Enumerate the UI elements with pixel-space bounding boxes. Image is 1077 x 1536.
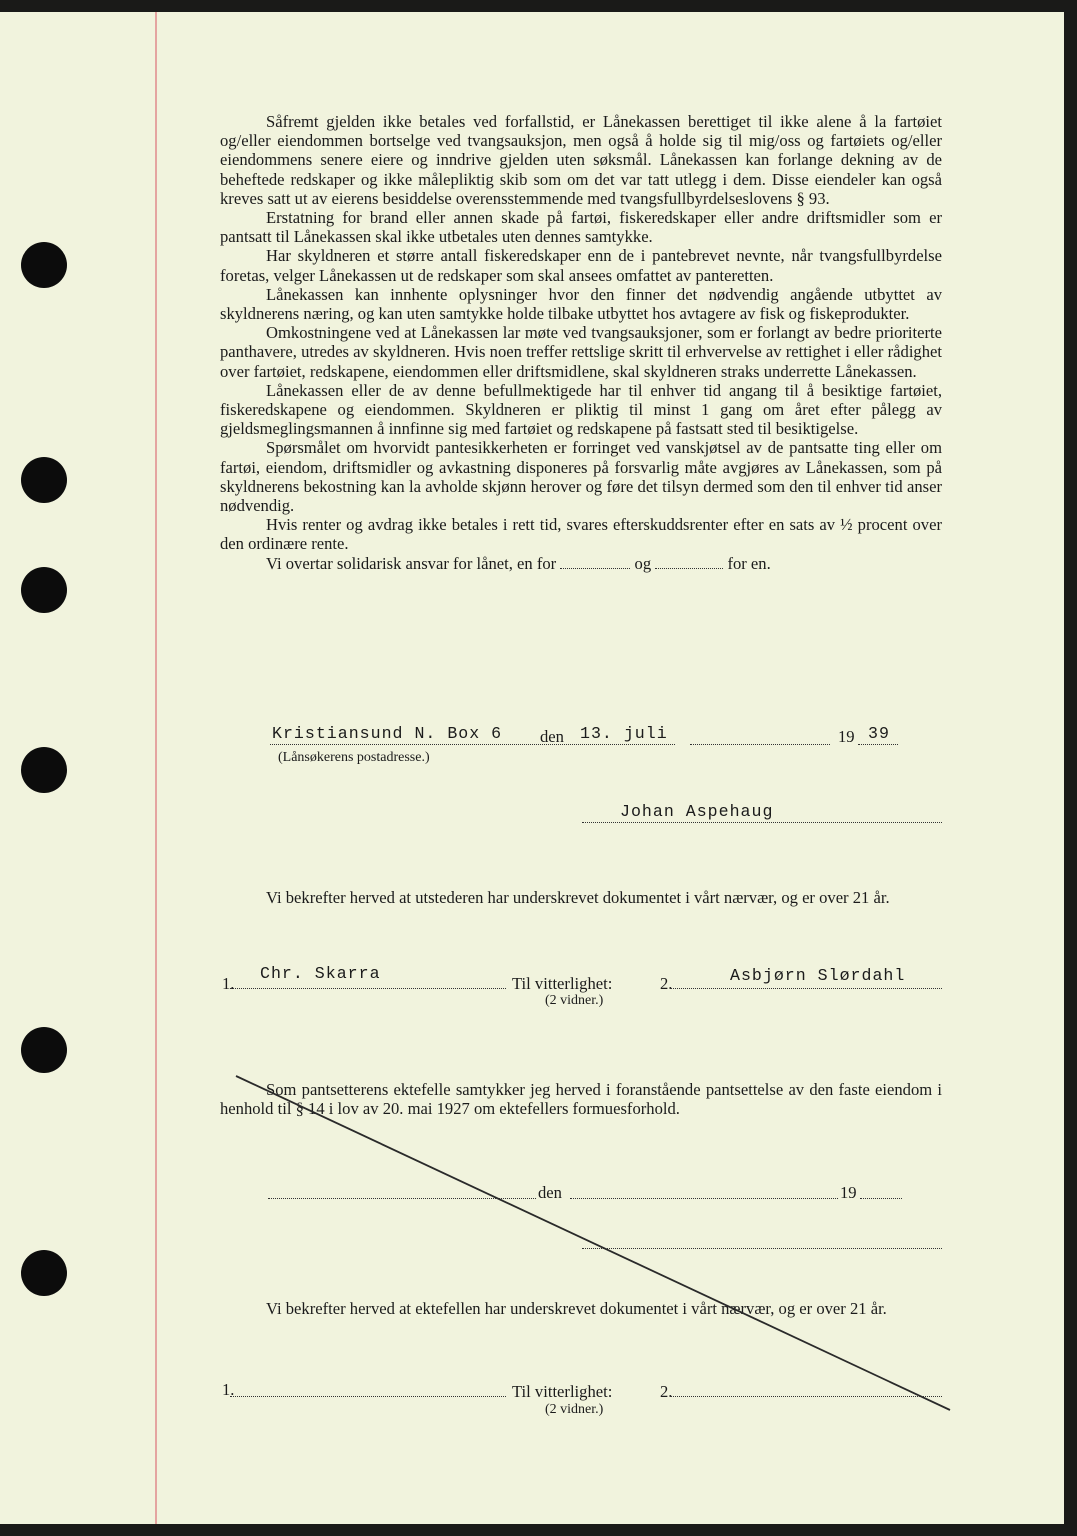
- witness-number: 1.: [222, 974, 235, 993]
- paragraph: Erstatning for brand eller annen skade på fartøi, fiskeredskaper eller andre driftsmidler som er pantsatt til Lånekassen skal ikke utbetales uten dennes samtykke.: [220, 208, 942, 247]
- typed-year: 39: [868, 724, 890, 743]
- witness-number: 1.: [222, 1380, 235, 1399]
- year-prefix: 19: [838, 727, 855, 746]
- witness-label: Til vitterlighet:: [512, 974, 613, 993]
- address-caption: (Lånsøkerens postadresse.): [278, 750, 430, 765]
- den-label: den: [540, 727, 564, 746]
- den-label: den: [538, 1183, 562, 1202]
- witness-number: 2.: [660, 974, 673, 993]
- witness-number: 2.: [660, 1382, 673, 1401]
- spouse-consent-statement: Som pantsetterens ektefelle samtykker jeg herved i foranstående pantsettelse av den faste eiendom i henhold til § 14 i lov av 20. mai 1927 om ektefellers formuesforhold.: [220, 1080, 942, 1119]
- paragraph: Såfremt gjelden ikke betales ved forfallstid, er Lånekassen berettiget til ikke alene å la fartøiet og/eller eiendommen bortselge ved tvangsauksjon, men også å holde sig til mig/oss og fartøiets og/eller eiendommens senere eiere og inndrive gjelden uten søksmål. Lånekassen kan forlange dekning av de beheftede redskaper og ikke målepliktig skib som om det var tatt utlegg i dem. Disse eiendeler kan også kreves satt ut av eierens besiddelse overensstemmende med tvangsfullbyrdelseslovens § 93.: [220, 112, 942, 208]
- strike-through-line: [0, 12, 1064, 1524]
- witness-1-signature: Chr. Skarra: [260, 964, 381, 983]
- paragraph: Lånekassen eller de av denne befullmektigede har til enhver tid angang til å besiktige fartøiet, fiskeredskapene og eiendommen. Skyldneren er pliktig til minst 1 gang om året efter pålegg av gjeldsmeglingsmannen å innfinne sig med fartøiet og redskapene på fastsatt sted til besiktigelse.: [220, 380, 942, 439]
- spouse-witness-statement: Vi bekrefter herved at ektefellen har underskrevet dokumentet i vårt nærvær, og er over 21 år.: [266, 1299, 887, 1318]
- witness-sub: (2 vidner.): [545, 1402, 604, 1417]
- witness-sub: (2 vidner.): [545, 993, 604, 1008]
- paragraph: Hvis renter og avdrag ikke betales i rett tid, svares efterskuddsrenter efter en sats av ½ procent over den ordinære rente.: [220, 515, 942, 554]
- applicant-signature: Johan Aspehaug: [620, 802, 774, 821]
- typed-date: 13. juli: [580, 724, 668, 743]
- document-page: [0, 12, 1064, 1524]
- solidarity-line: Vi overtar solidarisk ansvar for lånet, en for og for en.: [266, 553, 771, 573]
- typed-address: Kristiansund N. Box 6: [272, 724, 503, 743]
- paragraph: Spørsmålet om hvorvidt pantesikkerheten er forringet ved vanskjøtsel av de pantsatte ting eller om fartøi, eiendom, driftsmidler og avkastning disponeres på forsvarlig måte avgjøres av Lånekassen, som på skyldnerens bekostning kan la avholde skjønn herover og føre det tilsyn dermed som den til enhver tid anser nødvendig.: [220, 438, 942, 516]
- paragraph: Lånekassen kan innhente oplysninger hvor den finner det nødvendig angående utbyttet av skyldnerens næring, og kan uten samtykke holde tilbake utbyttet hos avtagere av fisk og fiskeprodukter.: [220, 284, 942, 324]
- witness-label: Til vitterlighet:: [512, 1382, 613, 1401]
- witness-2-signature: Asbjørn Slørdahl: [730, 966, 906, 985]
- witness-statement: Vi bekrefter herved at utstederen har underskrevet dokumentet i vårt nærvær, og er over 21 år.: [266, 888, 890, 907]
- paragraph: Omkostningene ved at Lånekassen lar møte ved tvangsauksjoner, som er forlangt av bedre prioriterte panthavere, utredes av skyldneren. Hvis noen treffer rettslige skritt til erhvervelse av rettighet i eller rådighet over fartøiet, redskapene, eiendommen eller driftsmidlene, skal skyldneren straks underrette Lånekassen.: [220, 323, 942, 381]
- paragraph: Har skyldneren et større antall fiskeredskaper enn de i pantebrevet nevnte, når tvangsfullbyrdelse foretas, velger Lånekassen ut de redskaper som skal ansees omfattet av panteretten.: [220, 246, 942, 285]
- year-prefix: 19: [840, 1183, 857, 1202]
